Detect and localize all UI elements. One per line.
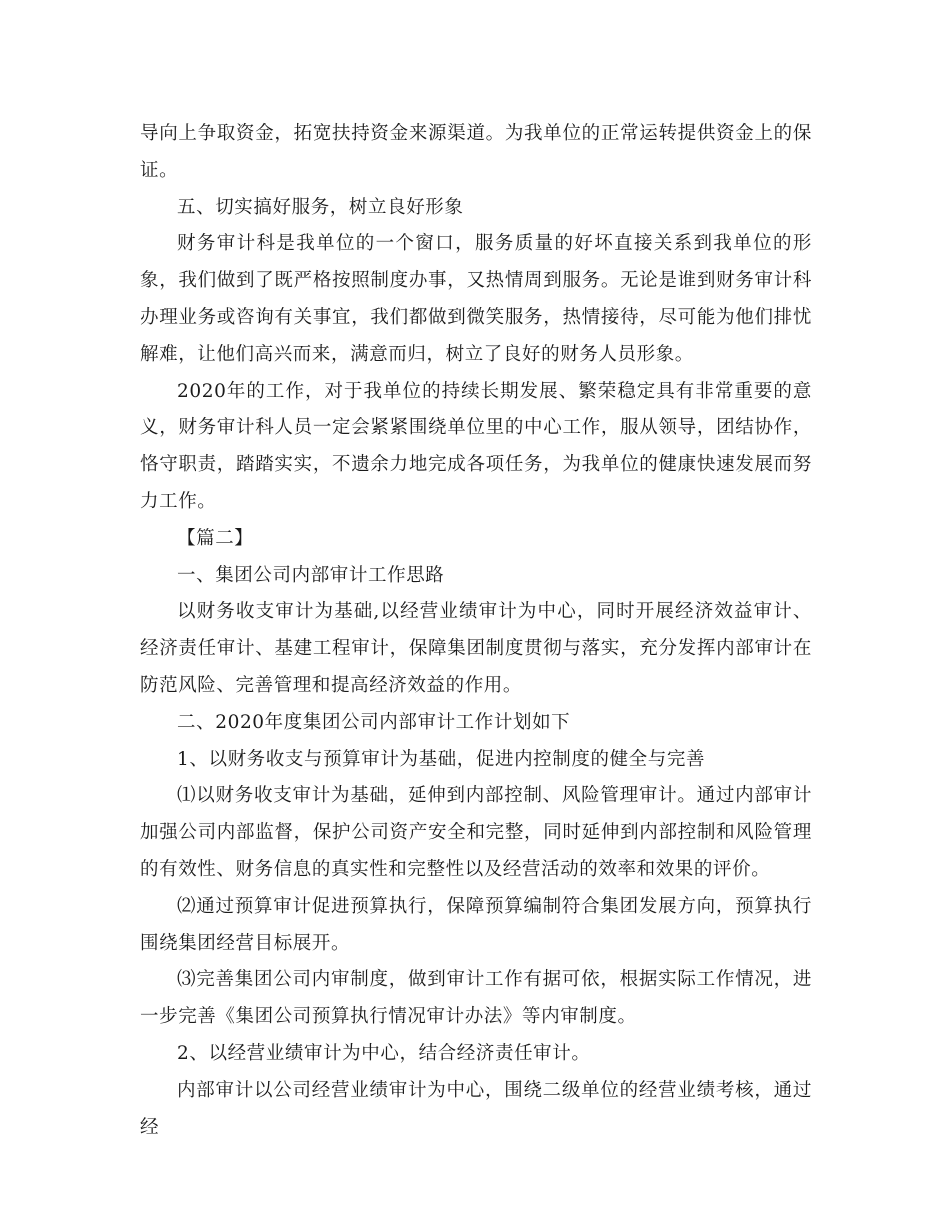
paragraph-continuation: 导向上争取资金，拓宽扶持资金来源渠道。为我单位的正常运转提供资金上的保证。 (140, 123, 812, 181)
subsection-heading-1: 1、以财务收支与预算审计为基础，促进内控制度的健全与完善 (177, 748, 706, 770)
list-item-3: ⑶完善集团公司内审制度，做到审计工作有据可依，根据实际工作情况，进一步完善《集团公司预算执行情况审计办法》等内审制度。 (140, 969, 812, 1028)
subsection-heading-2: 2、以经营业绩审计为中心，结合经济责任审计。 (177, 1042, 591, 1064)
paragraph-service: 财务审计科是我单位的一个窗口，服务质量的好坏直接关系到我单位的形象，我们做到了既严格按照制度办事，又热情周到服务。无论是谁到财务审计科办理业务或咨询有关事宜，我们都做到微笑服务，热情接待，尽可能为他们排忧解难，让他们高兴而来，满意而归，树立了良好的财务人员形象。 (140, 233, 812, 365)
section-heading-two: 二、2020年度集团公司内部审计工作计划如下 (177, 711, 571, 733)
part-two-heading: 【篇二】 (177, 527, 254, 549)
paragraph-audit-approach: 以财务收支审计为基础,以经营业绩审计为中心，同时开展经济效益审计、经济责任审计、基建工程审计，保障集团制度贯彻与落实，充分发挥内部审计在防范风险、完善管理和提高经济效益的作用。 (140, 601, 812, 696)
paragraph-performance-audit: 内部审计以公司经营业绩审计为中心，围绕二级单位的经营业绩考核，通过经 (140, 1079, 812, 1138)
document-body (140, 116, 812, 1146)
section-heading-five: 五、切实搞好服务，树立良好形象 (177, 196, 464, 218)
list-item-1: ⑴以财务收支审计为基础，延伸到内部控制、风险管理审计。通过内部审计加强公司内部监督，保护公司资产安全和完整，同时延伸到内部控制和风险管理的有效性、财务信息的真实性和完整性以及经营活动的效率和效果的评价。 (140, 785, 812, 880)
paragraph-2020-work: 2020年的工作，对于我单位的持续长期发展、繁荣稳定具有非常重要的意义，财务审计科人员一定会紧紧围绕单位里的中心工作，服从领导，团结协作，恪守职责，踏踏实实，不遗余力地完成各项任务，为我单位的健康快速发展而努力工作。 (140, 380, 812, 512)
section-heading-one: 一、集团公司内部审计工作思路 (177, 564, 445, 586)
list-item-2: ⑵通过预算审计促进预算执行，保障预算编制符合集团发展方向，预算执行围绕集团经营目标展开。 (140, 895, 812, 954)
